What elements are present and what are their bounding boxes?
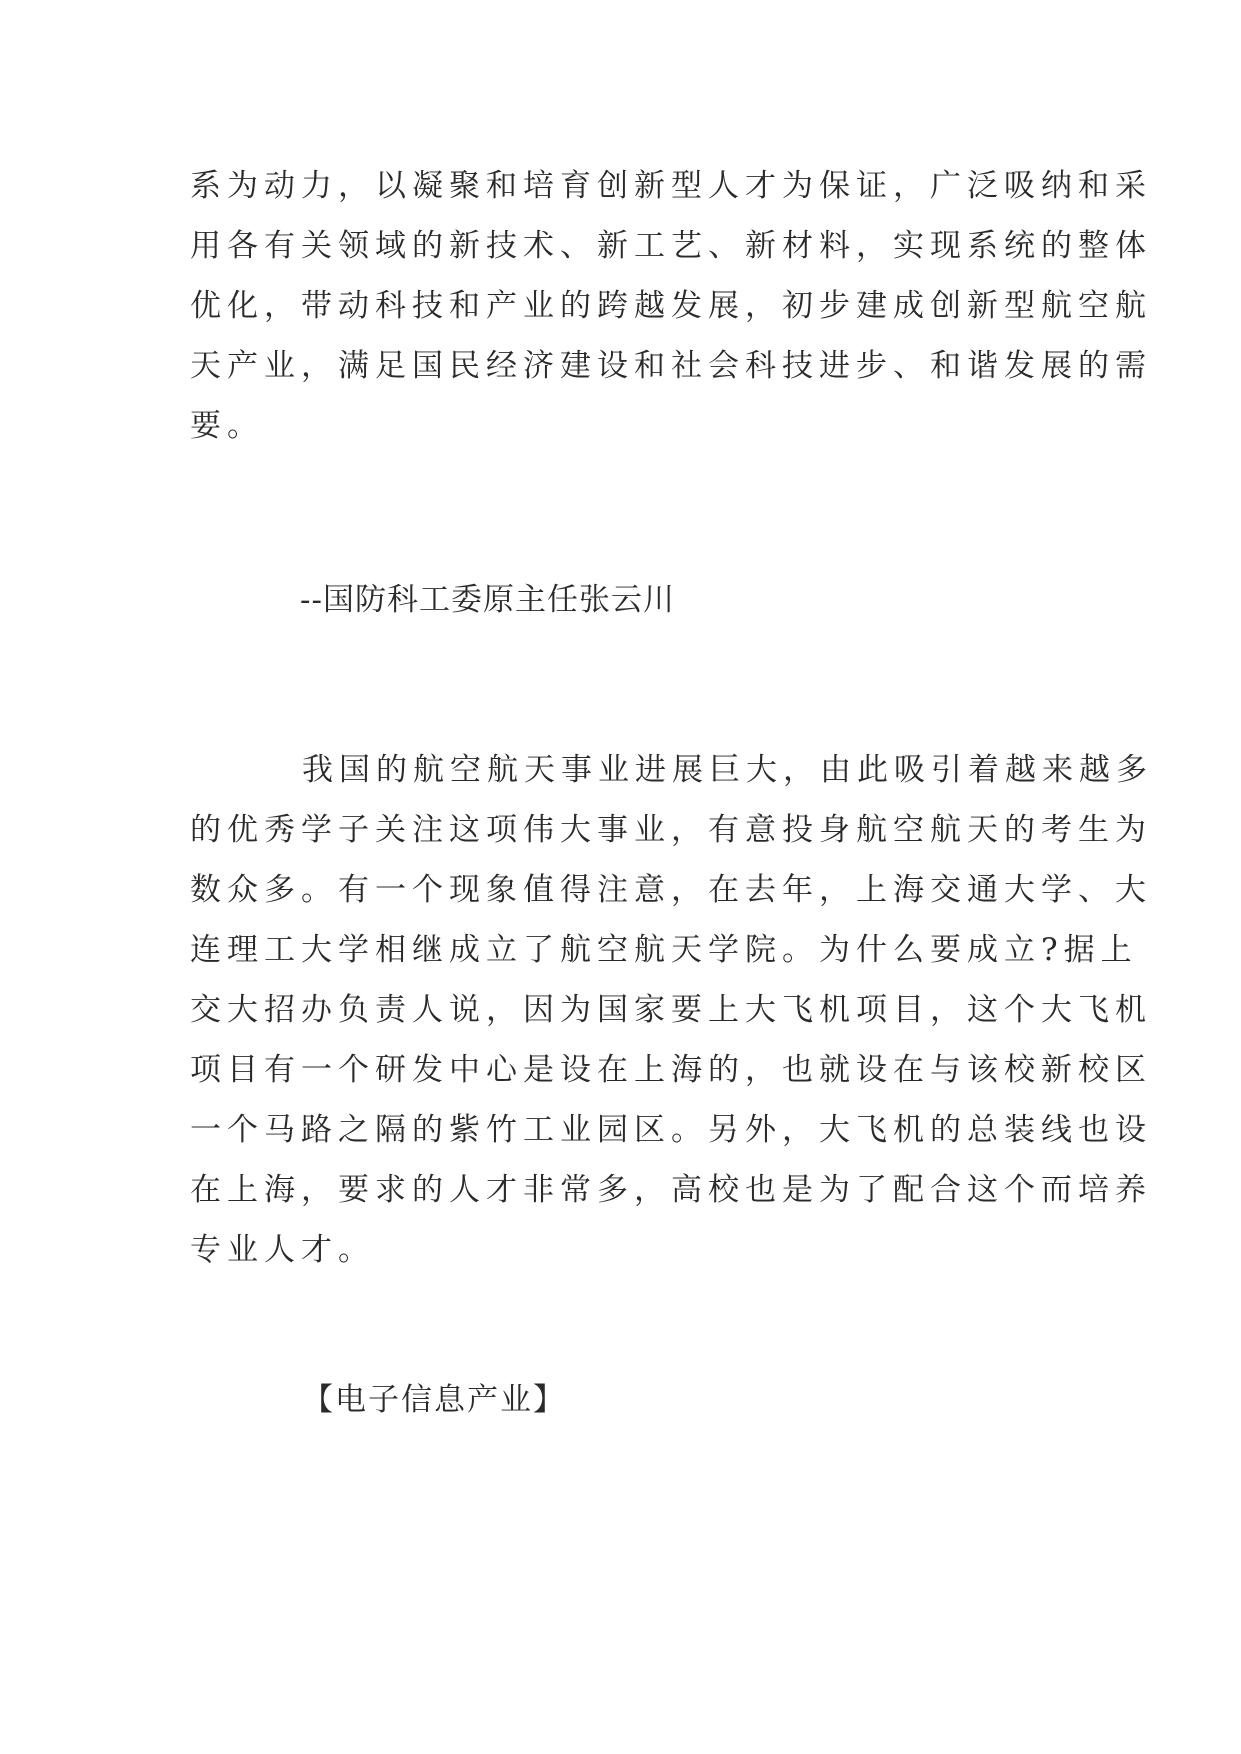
paragraph-line: 在上海，要求的人才非常多，高校也是为了配合这个而培养	[190, 1172, 1152, 1208]
paragraph-line: 系为动力，以凝聚和培育创新型人才为保证，广泛吸纳和采	[190, 168, 1152, 204]
paragraph-line: 用各有关领域的新技术、新工艺、新材料，实现系统的整体	[190, 228, 1152, 264]
quote-attribution: --国防科工委原主任张云川	[300, 582, 675, 618]
paragraph-line: 专业人才。	[190, 1232, 375, 1268]
paragraph-line: 项目有一个研发中心是设在上海的，也就设在与该校新校区	[190, 1052, 1152, 1088]
paragraph-continued	[190, 156, 1152, 456]
paragraph-line: 交大招办负责人说，因为国家要上大飞机项目，这个大飞机	[190, 992, 1152, 1028]
paragraph-line: 数众多。有一个现象值得注意，在去年，上海交通大学、大	[190, 872, 1152, 908]
paragraph-aerospace	[190, 740, 1153, 1280]
paragraph-line: 的优秀学子关注这项伟大事业，有意投身航空航天的考生为	[190, 812, 1152, 848]
paragraph-line: 我国的航空航天事业进展巨大，由此吸引着越来越多	[302, 752, 1153, 788]
paragraph-line: 优化，带动科技和产业的跨越发展，初步建成创新型航空航	[190, 288, 1152, 324]
section-heading: 【电子信息产业】	[302, 1382, 566, 1418]
paragraph-line: 一个马路之隔的紫竹工业园区。另外，大飞机的总装线也设	[190, 1112, 1152, 1148]
paragraph-line: 要。	[190, 408, 264, 444]
paragraph-line: 连理工大学相继成立了航空航天学院。为什么要成立?据上	[190, 932, 1138, 968]
paragraph-line: 天产业，满足国民经济建设和社会科技进步、和谐发展的需	[190, 348, 1152, 384]
